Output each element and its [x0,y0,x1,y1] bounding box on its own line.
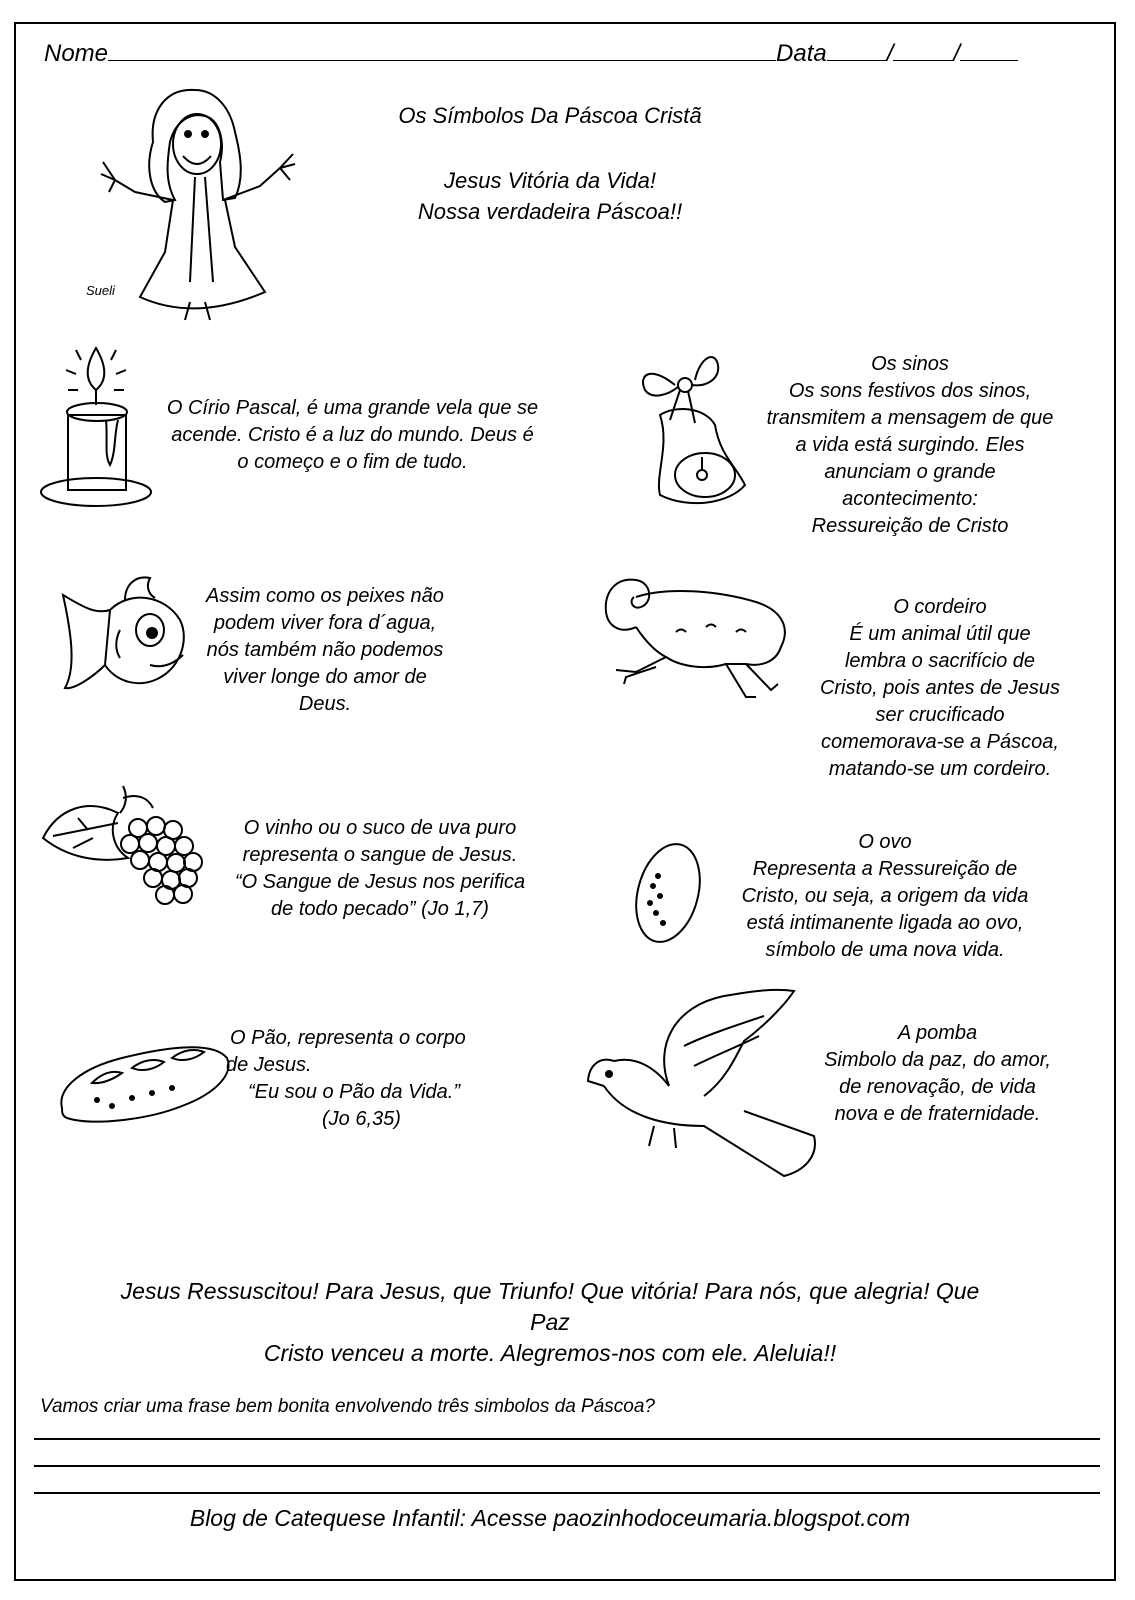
date-day-blank [827,38,887,61]
closing-line-1: Jesus Ressuscitou! Para Jesus, que Triunfo! Que vitória! Para nós, que alegria! Que [120,1278,980,1304]
vinho-line: representa o sangue de Jesus. [242,844,518,866]
ovo-line: Cristo, ou seja, a origem da vida [741,885,1029,907]
cordeiro-line: matando-se um cordeiro. [828,758,1052,780]
sinos-line: Ressureição de Cristo [811,515,1009,537]
jesus-illustration [95,82,305,327]
subtitle-line-1: Jesus Vitória da Vida! [444,168,656,193]
sinos-line: acontecimento: [842,488,978,510]
sinos-line: Os sons festivos dos sinos, [788,380,1032,402]
ovo-line: Representa a Ressureição de [752,858,1018,880]
sinos-line: Os sinos [871,353,949,375]
cordeiro-line: É um animal útil que [849,623,1031,645]
pao-line: (Jo 6,35) [322,1108,401,1130]
closing-line-2: Paz [530,1309,570,1335]
cordeiro-line: lembra o sacrifício de [844,650,1036,672]
dove-icon [584,986,824,1186]
peixe-line: nós também não podemos [206,639,444,661]
vinho-line: “O Sangue de Jesus nos perifica [234,871,526,893]
cirio-line: acende. Cristo é a luz do mundo. Deus é [171,424,534,446]
grapes-icon [38,778,208,908]
lamb-icon [596,572,796,712]
cordeiro-line: Cristo, pois antes de Jesus [819,677,1061,699]
cirio-text [140,395,565,476]
fish-icon [55,570,195,700]
cirio-line: O Círio Pascal, é uma grande vela que se [166,397,539,419]
date-separator-1: / [886,40,894,67]
peixe-line: viver longe do amor de [223,666,427,688]
ovo-line: símbolo de uma nova vida. [765,939,1005,961]
date-label: Data [776,40,827,67]
answer-line-2[interactable] [34,1465,1100,1467]
closing-message [40,1276,1060,1369]
name-label: Nome [44,40,109,67]
peixe-line: podem viver fora d´agua, [213,612,437,634]
pao-line: “Eu sou o Pão da Vida.” [248,1081,460,1103]
page-title: Os Símbolos Da Páscoa Cristã [398,103,702,128]
pomba-line: de renovação, de vida [839,1076,1036,1098]
closing-line-3: Cristo venceu a morte. Alegremos-nos com ele. Aleluia!! [263,1340,837,1366]
peixe-line: Assim como os peixes não [206,585,444,607]
date-separator-2: / [953,40,961,67]
cordeiro-line: comemorava-se a Páscoa, [821,731,1059,753]
pomba-text [800,1020,1075,1128]
answer-line-3[interactable] [34,1492,1100,1494]
cordeiro-line: ser crucificado [875,704,1005,726]
cordeiro-text [800,594,1080,783]
pomba-line: nova e de fraternidade. [834,1103,1041,1125]
ovo-line: está intimanente ligada ao ovo, [746,912,1024,934]
vinho-line: de todo pecado” (Jo 1,7) [271,898,489,920]
footer-text: Blog de Catequese Infantil: Acesse paozinhodoceumaria.blogspot.com [189,1505,911,1531]
egg-icon [628,838,708,948]
name-blank [108,38,776,61]
pao-line: O Pão, representa o corpo [230,1027,466,1049]
sinos-line: anunciam o grande [824,461,996,483]
vinho-text [210,815,550,923]
pomba-line: Simbolo da paz, do amor, [824,1049,1051,1071]
bread-icon [52,1038,232,1128]
cirio-line: o começo e o fim de tudo. [237,451,468,473]
pao-text [222,1025,522,1133]
bell-icon [630,345,755,515]
ovo-text [705,829,1065,964]
vinho-line: O vinho ou o suco de uva puro [243,817,517,839]
pomba-line: A pomba [897,1022,978,1044]
subtitle-line-2: Nossa verdadeira Páscoa!! [417,199,683,224]
sinos-text [745,351,1075,540]
candle-icon [36,340,156,510]
cordeiro-line: O cordeiro [893,596,987,618]
question-text: Vamos criar uma frase bem bonita envolvendo três simbolos da Páscoa? [40,1396,655,1417]
date-month-blank [893,38,953,61]
peixe-text [180,583,470,718]
ovo-line: O ovo [858,831,912,853]
date-year-blank [960,38,1018,61]
sinos-line: a vida está surgindo. Eles [795,434,1025,456]
answer-line-1[interactable] [34,1438,1100,1440]
name-date-row [44,38,1044,68]
sinos-line: transmitem a mensagem de que [766,407,1054,429]
pao-line: de Jesus. [226,1054,312,1076]
signature: Sueli [86,283,115,298]
peixe-line: Deus. [298,693,352,715]
